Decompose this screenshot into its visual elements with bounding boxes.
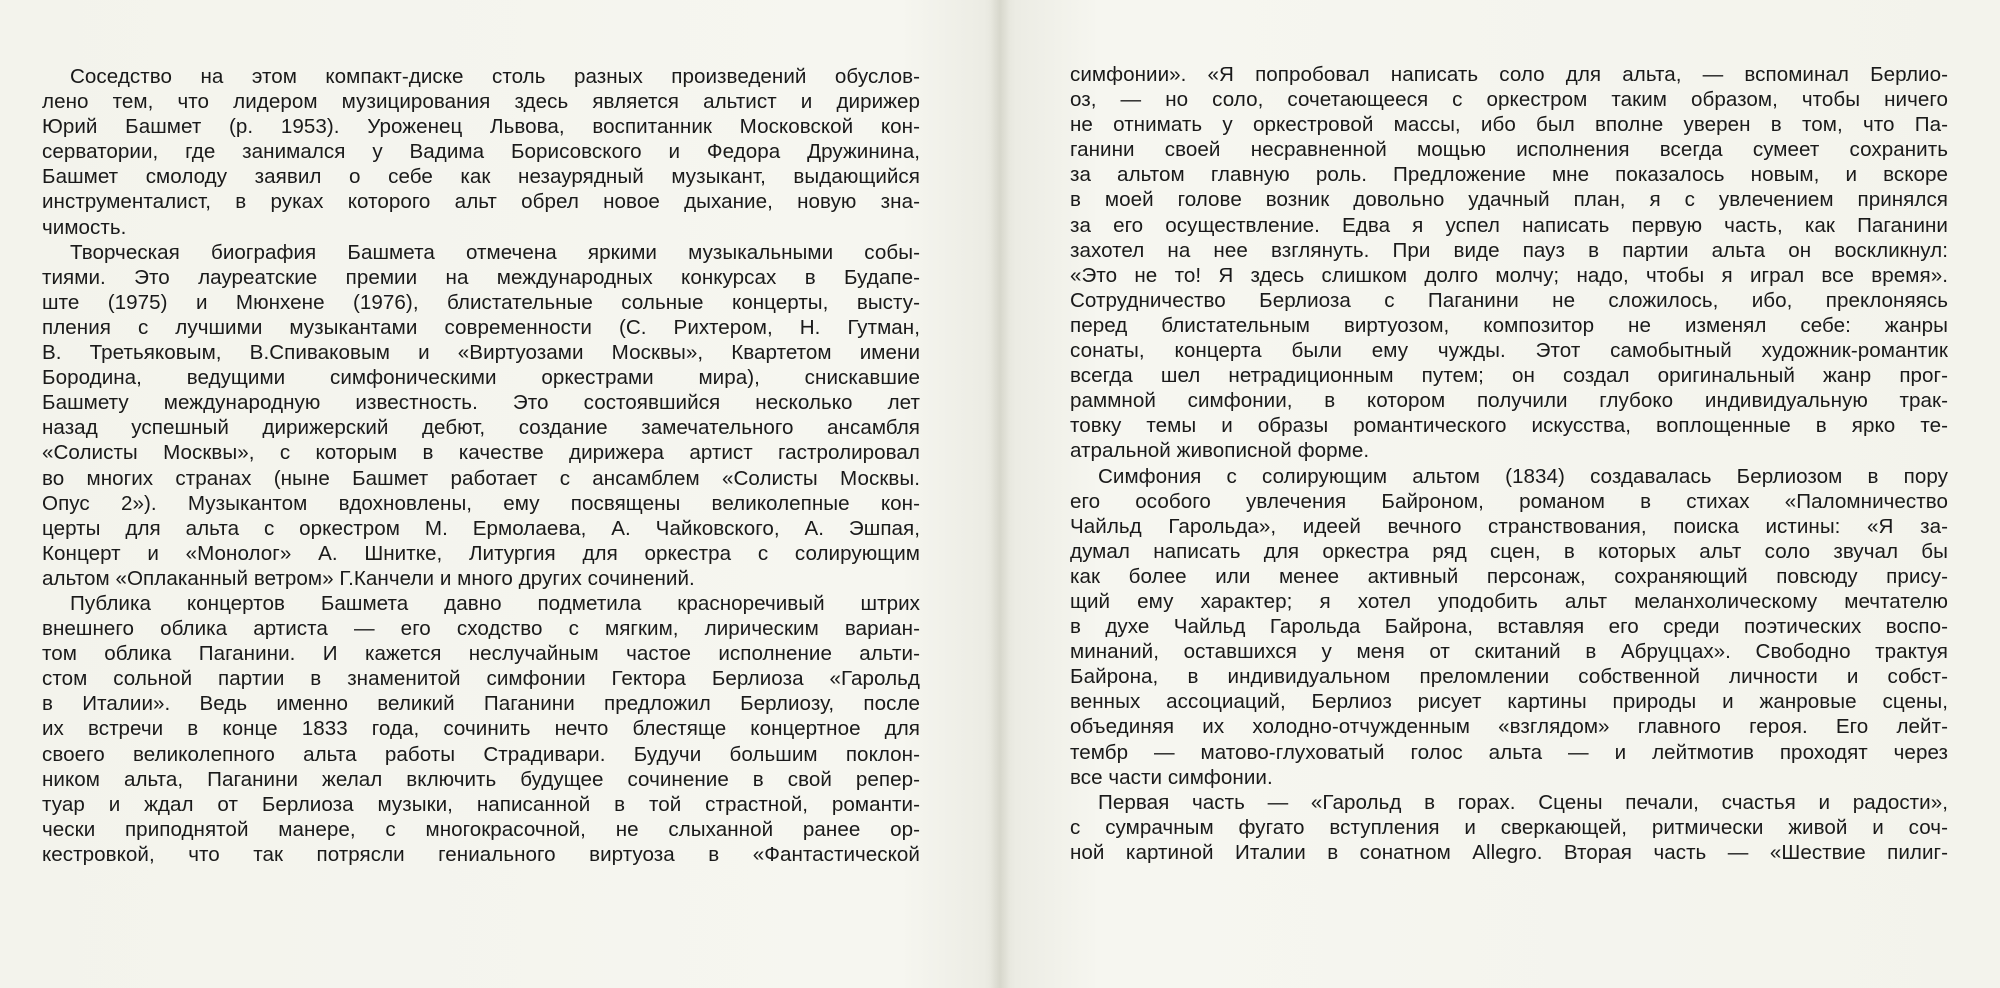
text-line: за его осуществление. Едва я успел написать первую часть, как Паганини (1070, 213, 1948, 237)
right-text-column (1070, 62, 1948, 865)
text-line: за альтом главную роль. Предложение мне показалось новым, и вскоре (1070, 163, 1948, 187)
text-line: оз, — но соло, сочетающееся с оркестром таким образом, чтобы ничего (1070, 88, 1948, 112)
text-line: щий ему характер; я хотел уподобить альт меланхолическому мечтателю (1070, 589, 1948, 613)
text-line: чимость. (42, 215, 127, 239)
text-line: серватории, где занимался у Вадима Борисовского и Федора Дружинина, (42, 140, 920, 164)
text-line: ной картиной Италии в сонатном Allegro. Вторая часть — «Шествие пилиг- (1070, 840, 1948, 864)
text-line: пления с лучшими музыкантами современности (С. Рихтером, Н. Гутман, (42, 315, 920, 339)
text-line: Башмет смолоду заявил о себе как незаурядный музыкант, выдающийся (42, 165, 920, 189)
text-line: стом сольной партии в знаменитой симфонии Гектора Берлиоза «Гарольд (42, 667, 920, 691)
text-line: раммной симфонии, в котором получили глубоко индивидуальную трак- (1070, 389, 1948, 413)
text-line: лено тем, что лидером музицирования здесь является альтист и дирижер (42, 90, 920, 114)
text-line: захотел на нее взглянуть. При виде пауз в партии альта он воскликнул: (1070, 238, 1948, 262)
text-line: Концерт и «Монолог» А. Шнитке, Литургия для оркестра с солирующим (42, 541, 920, 565)
text-line: «Солисты Москвы», с которым в качестве дирижера артист гастролировал (42, 441, 920, 465)
text-line: минаний, оставшихся у меня от скитаний в Абруццах». Свободно трактуя (1070, 640, 1948, 664)
text-line: думал написать для оркестра ряд сцен, в которых альт соло звучал бы (1070, 539, 1948, 563)
text-line: симфонии». «Я попробовал написать соло для альта, — вспоминал Берлио- (1070, 63, 1948, 86)
text-line: своего великолепного альта работы Страдивари. Будучи большим поклон- (42, 742, 920, 766)
text-line: инструменталист, в руках которого альт обрел новое дыхание, новую зна- (42, 190, 920, 214)
text-line: ште (1975) и Мюнхене (1976), блистательные сольные концерты, высту- (42, 290, 920, 314)
text-line: Башмету международную известность. Это состоявшийся несколько лет (42, 391, 920, 415)
text-line: его особого увлечения Байроном, романом в стихах «Паломничество (1070, 489, 1948, 513)
text-line: ганини своей несравненной мощью исполнения всегда сумеет сохранить (1070, 138, 1948, 162)
text-line: Юрий Башмет (р. 1953). Уроженец Львова, воспитанник Московской кон- (42, 115, 920, 139)
text-line: ником альта, Паганини желал включить будущее сочинение в свой репер- (42, 767, 920, 791)
text-line: тембр — матово-глуховатый голос альта — и лейтмотив проходят через (1070, 740, 1948, 764)
text-line: во многих странах (ныне Башмет работает с ансамблем «Солисты Москвы. (42, 466, 920, 490)
text-line: в Италии». Ведь именно великий Паганини предложил Берлиозу, после (42, 692, 920, 716)
text-line: том облика Паганини. И кажется неслучайным частое исполнение альти- (42, 642, 920, 666)
text-line: кестровкой, что так потрясли гениального виртуоза в «Фантастической (42, 842, 920, 866)
text-line: В. Третьяковым, В.Спиваковым и «Виртуозами Москвы», Квартетом имени (42, 341, 920, 365)
text-line: чески приподнятой манере, с многокрасочной, не слыханной ранее ор- (42, 817, 920, 841)
text-line: Опус 2»). Музыкантом вдохновлены, ему посвящены великолепные кон- (42, 491, 920, 515)
text-line: в моей голове возник довольно удачный план, я с увлечением принялся (1070, 188, 1948, 212)
text-line: альтом «Оплаканный ветром» Г.Канчели и много других сочинений. (42, 566, 695, 590)
text-line: тиями. Это лауреатские премии на международных конкурсах в Будапе- (42, 265, 920, 289)
text-line: внешнего облика артиста — его сходство с мягким, лирическим вариан- (42, 617, 920, 641)
text-line: Творческая биография Башмета отмечена яркими музыкальными собы- (70, 240, 920, 264)
text-line: Бородина, ведущими симфоническими оркестрами мира), снискавшие (42, 366, 920, 390)
text-line: Публика концертов Башмета давно подметила красноречивый штрих (70, 591, 920, 615)
text-line: церты для альта с оркестром М. Ермолаева, А. Чайковского, А. Эшпая, (42, 516, 920, 540)
right-page (1000, 0, 2000, 988)
left-text-column (42, 64, 920, 867)
text-line: Симфония с солирующим альтом (1834) создавалась Берлиозом в пору (1098, 464, 1948, 488)
text-line: с сумрачным фугато вступления и сверкающей, ритмически живой и соч- (1070, 815, 1948, 839)
text-line: назад успешный дирижерский дебют, создание замечательного ансамбля (42, 416, 920, 440)
text-line: всегда шел нетрадиционным путем; он создал оригинальный жанр прог- (1070, 364, 1948, 388)
text-line: Чайльд Гарольда», идеей вечного странствования, поиска истины: «Я за- (1070, 514, 1948, 538)
text-line: товку темы и образы романтического искусства, воплощенные в ярко те- (1070, 414, 1948, 438)
text-line: Соседство на этом компакт-диске столь разных произведений обуслов- (70, 65, 920, 88)
text-line: объединяя их холодно-отчужденным «взглядом» главного героя. Его лейт- (1070, 715, 1948, 739)
text-line: не отнимать у оркестровой массы, ибо был вполне уверен в том, что Па- (1070, 113, 1948, 137)
text-line: их встречи в конце 1833 года, сочинить нечто блестяще концертное для (42, 717, 920, 741)
text-line: в духе Чайльд Гарольда Байрона, вставляя его среди поэтических воспо- (1070, 615, 1948, 639)
text-line: Первая часть — «Гарольд в горах. Сцены печали, счастья и радости», (1098, 790, 1948, 814)
text-line: Байрона, в индивидуальном преломлении собственной личности и собст- (1070, 665, 1948, 689)
text-line: сонаты, концерта были ему чужды. Этот самобытный художник-романтик (1070, 339, 1948, 363)
text-line: атральной живописной форме. (1070, 439, 1370, 463)
text-line: Сотрудничество Берлиоза с Паганини не сложилось, ибо, преклоняясь (1070, 288, 1948, 312)
text-line: как более или менее активный персонаж, сохраняющий повсюду прису- (1070, 564, 1948, 588)
text-line: перед блистательным виртуозом, композитор не изменял себе: жанры (1070, 313, 1948, 337)
text-line: все части симфонии. (1070, 765, 1273, 789)
text-line: туар и ждал от Берлиоза музыки, написанной в той страстной, романти- (42, 792, 920, 816)
text-line: венных ассоциаций, Берлиоз рисует картины природы и жанровые сцены, (1070, 690, 1948, 714)
text-line: «Это не то! Я здесь слишком долго молчу; надо, чтобы я играл все время». (1070, 263, 1948, 287)
